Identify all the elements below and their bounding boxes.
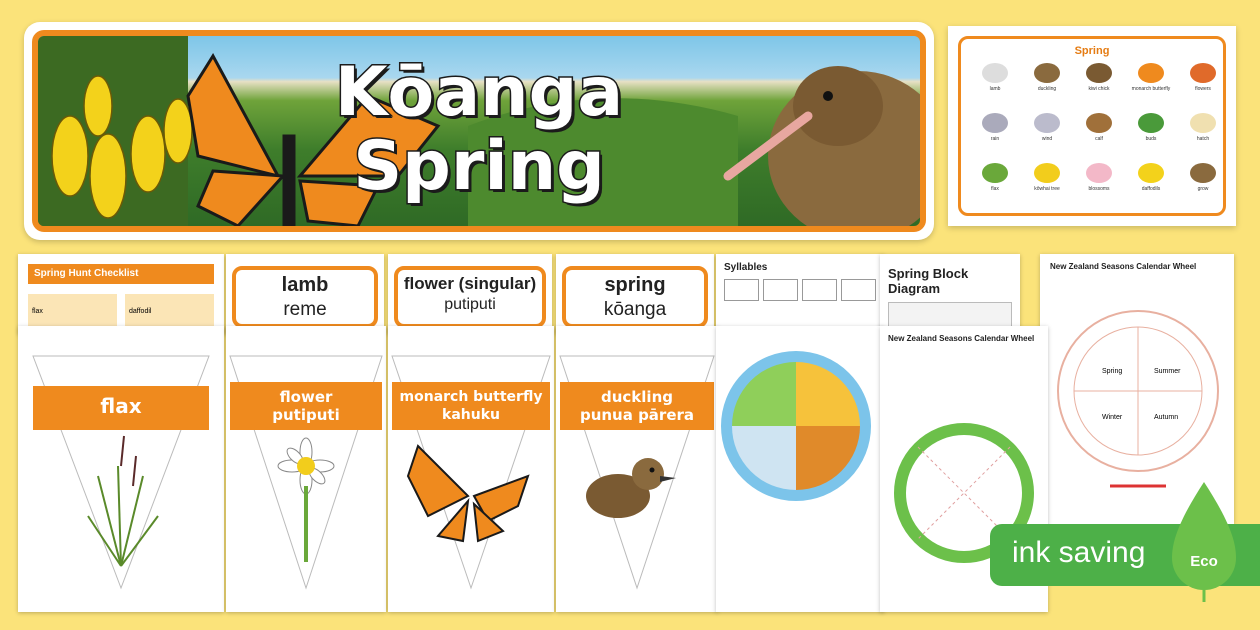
word-mat-picture-icon [1190, 113, 1216, 133]
quadrant-label: Spring [1102, 368, 1123, 375]
word-mat-item [1179, 113, 1227, 161]
word-mat-label: buds [1145, 136, 1157, 142]
word-card-border [394, 266, 546, 328]
calendar-1-title: New Zealand Seasons Calendar Wheel [888, 334, 1035, 343]
eco-tag: Eco [1190, 553, 1218, 570]
word-mat-picture-icon [982, 163, 1008, 183]
banner-title-english: Spring [353, 127, 605, 206]
word-mat-item [1127, 163, 1175, 211]
word-mat-picture-icon [1190, 63, 1216, 83]
word-mat-item [1179, 63, 1227, 111]
word-card-maori: putiputi [444, 296, 496, 313]
seasons-colour-wheel-sheet [716, 326, 884, 612]
word-mat-item [1075, 163, 1123, 211]
checklist-item: daffodil [125, 294, 214, 334]
word-mat-picture-icon [1034, 163, 1060, 183]
word-mat-item [1179, 163, 1227, 211]
word-mat-item [1127, 63, 1175, 111]
word-mat-picture-icon [1138, 163, 1164, 183]
pennant-flower [226, 326, 386, 612]
word-mat-label: daffodils [1141, 186, 1161, 192]
word-card-maori: reme [283, 299, 327, 320]
eco-label: ink saving [1012, 536, 1146, 569]
calendar-2-title: New Zealand Seasons Calendar Wheel [1050, 262, 1197, 271]
pennant-line-2: kahuku [442, 407, 500, 423]
pennant-line-1: flower [279, 388, 333, 406]
calendar-2-wheel [1050, 281, 1226, 501]
word-mat-label: flax [991, 186, 999, 192]
word-mat-picture-icon [1138, 63, 1164, 83]
word-mat-item [971, 163, 1019, 211]
word-mat-label: lamb [989, 86, 1001, 92]
pennant-label [388, 388, 554, 424]
quadrant-label: Autumn [1154, 414, 1179, 421]
word-card-english: flower (singular) [403, 274, 537, 293]
word-card-lamb [226, 254, 384, 334]
word-mat-item [971, 63, 1019, 111]
banner-illustration [32, 30, 926, 232]
pennant-label [226, 388, 386, 424]
word-card-border [562, 266, 708, 328]
word-card-border [232, 266, 378, 328]
pennant-line-1: duckling [601, 388, 673, 406]
word-mat-picture-icon [1086, 163, 1112, 183]
banner-title [38, 53, 920, 206]
word-mat-picture-icon [1034, 63, 1060, 83]
checklist-item: flax [28, 294, 117, 334]
pennant-duckling [556, 326, 718, 612]
word-mat-picture-icon [1086, 113, 1112, 133]
word-mat-picture-icon [982, 63, 1008, 83]
quadrant-label: Summer [1154, 368, 1181, 375]
spring-word-mat [948, 26, 1236, 226]
pennant-label: flax [100, 394, 142, 418]
word-mat-label: rain [990, 136, 1000, 142]
word-mat-label: calf [1095, 136, 1103, 142]
word-mat-item [971, 113, 1019, 161]
pennant-monarch-butterfly [388, 326, 554, 612]
seasons-colour-wheel [716, 326, 884, 612]
eco-leaf-icon [1168, 482, 1240, 602]
banner-title-maori: Kōanga [334, 53, 624, 132]
checklist-title: Spring Hunt Checklist [28, 264, 214, 284]
pennant-line-1: monarch butterfly [399, 389, 543, 405]
word-mat-picture-icon [1190, 163, 1216, 183]
word-mat-item [1075, 63, 1123, 111]
word-mat-picture-icon [982, 113, 1008, 133]
word-mat-label: grow [1197, 186, 1209, 192]
pennant-label [556, 388, 718, 424]
word-card-english: spring [604, 274, 666, 296]
word-mat-picture-icon [1034, 113, 1060, 133]
word-card-spring [556, 254, 714, 334]
word-mat-label: flowers [1195, 86, 1211, 92]
word-mat-label: blossoms [1088, 186, 1110, 192]
word-mat-item [1023, 163, 1071, 211]
word-mat-item [1023, 113, 1071, 161]
word-mat-label: duckling [1037, 86, 1057, 92]
word-mat-picture-icon [1138, 113, 1164, 133]
word-mat-picture-icon [1086, 63, 1112, 83]
word-mat-label: kiwi chick [1088, 86, 1110, 92]
block-diagram-worksheet [880, 254, 1020, 334]
spring-banner [24, 22, 934, 240]
word-mat-label: monarch butterfly [1131, 86, 1171, 92]
ring-label: This Season [944, 419, 978, 425]
word-mat-label: hatch [1196, 136, 1210, 142]
spring-hunt-checklist [18, 254, 224, 334]
word-card-maori: kōanga [603, 299, 667, 320]
word-mat-label: kōwhai tree [1034, 186, 1060, 192]
pennant-flax [18, 326, 224, 612]
pennant-line-2: punua pārera [579, 406, 695, 424]
word-card-flower [388, 254, 552, 334]
word-mat-item [1127, 113, 1175, 161]
quadrant-label: Winter [1102, 414, 1123, 421]
pennant-line-2: putiputi [272, 406, 340, 424]
block-diagram-title: Spring Block Diagram [888, 266, 969, 296]
word-card-english: lamb [281, 274, 329, 296]
word-mat-frame [958, 36, 1226, 216]
word-mat-item [1023, 63, 1071, 111]
word-mat-item [1075, 113, 1123, 161]
word-mat-title: Spring [1074, 45, 1110, 57]
word-mat-label: wind [1041, 136, 1053, 142]
syllables-title: Syllables [724, 262, 768, 273]
